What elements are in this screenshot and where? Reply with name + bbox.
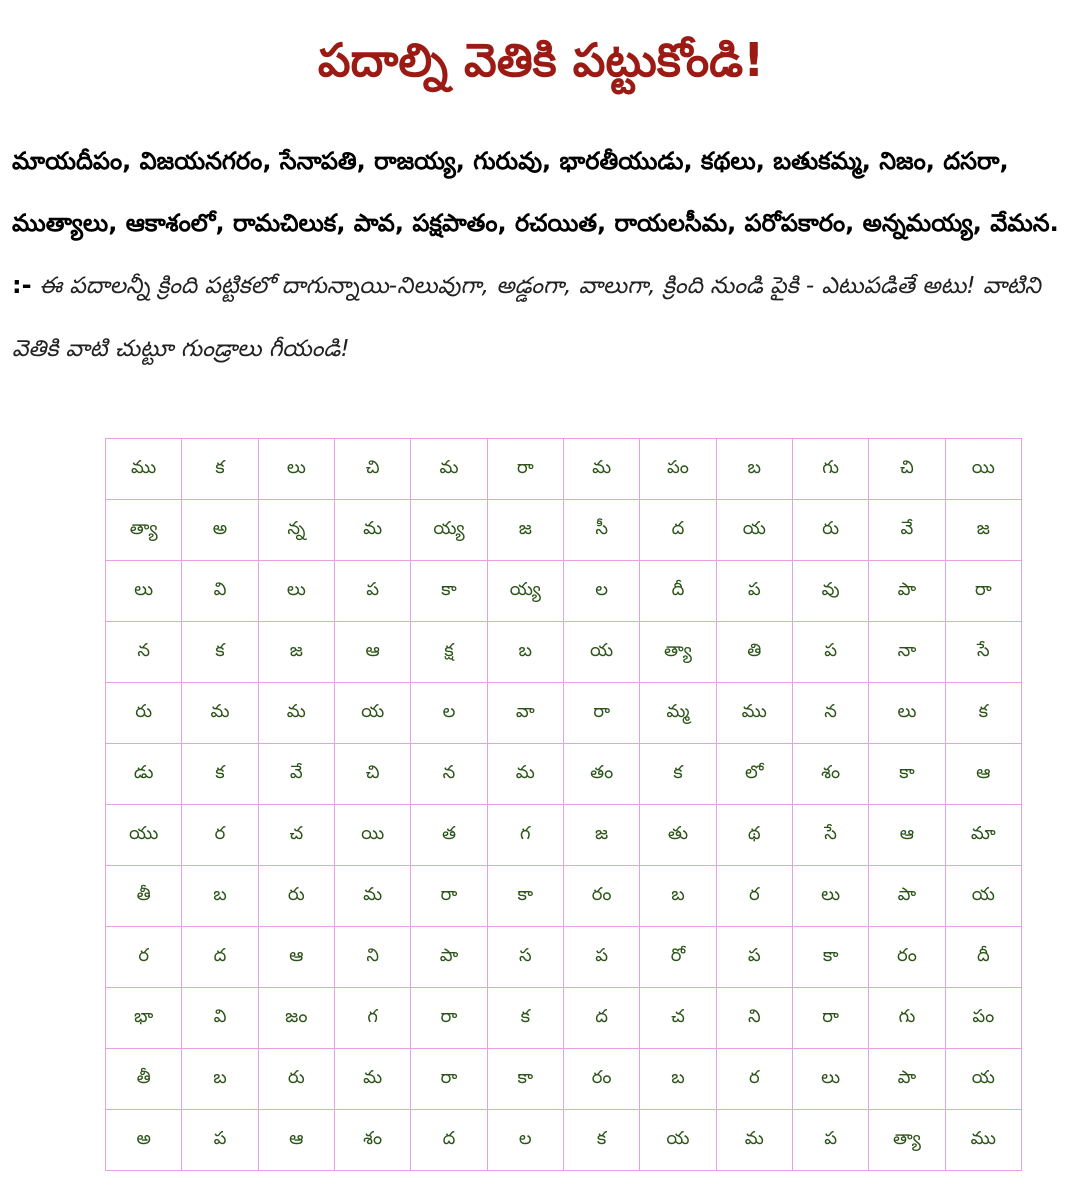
grid-cell[interactable]: మ <box>334 500 410 561</box>
grid-cell[interactable]: వి <box>182 988 258 1049</box>
grid-row <box>106 988 1022 1049</box>
grid-cell[interactable]: క <box>945 683 1021 744</box>
page-title: పదాల్ని వెతికి పట్టుకోండి! <box>317 33 765 87</box>
grid-cell[interactable]: న <box>411 744 487 805</box>
grid-cell[interactable]: బ <box>640 866 716 927</box>
grid-cell[interactable]: ప <box>716 927 792 988</box>
grid-cell[interactable]: ర <box>106 927 182 988</box>
grid-cell[interactable]: రు <box>258 866 334 927</box>
grid-cell[interactable]: య్య <box>411 500 487 561</box>
grid-cell[interactable]: కా <box>869 744 945 805</box>
grid-cell[interactable]: పా <box>869 866 945 927</box>
grid-cell[interactable]: పా <box>869 561 945 622</box>
grid-row <box>106 1110 1022 1171</box>
grid-cell[interactable]: రు <box>106 683 182 744</box>
grid-cell[interactable]: కా <box>487 1049 563 1110</box>
grid-cell[interactable]: క <box>487 988 563 1049</box>
grid-cell[interactable]: భా <box>106 988 182 1049</box>
grid-cell[interactable]: ము <box>106 439 182 500</box>
grid-cell[interactable]: దీ <box>945 927 1021 988</box>
grid-row <box>106 561 1022 622</box>
grid-cell[interactable]: డు <box>106 744 182 805</box>
grid-cell[interactable]: వి <box>182 561 258 622</box>
grid-cell[interactable]: అ <box>182 500 258 561</box>
grid-cell[interactable]: తం <box>563 744 639 805</box>
grid-cell[interactable]: ప <box>792 1110 868 1171</box>
grid-cell[interactable]: కా <box>411 561 487 622</box>
grid-cell[interactable]: అ <box>106 1110 182 1171</box>
grid-cell[interactable]: ర <box>182 805 258 866</box>
grid-cell[interactable]: కా <box>792 927 868 988</box>
grid-cell[interactable]: గు <box>869 988 945 1049</box>
grid-cell[interactable]: గు <box>792 439 868 500</box>
grid-cell[interactable]: లో <box>716 744 792 805</box>
grid-body <box>106 439 1022 1171</box>
grid-cell[interactable]: క <box>563 1110 639 1171</box>
grid-cell[interactable]: ల <box>487 1110 563 1171</box>
grid-cell[interactable]: రం <box>563 1049 639 1110</box>
grid-cell[interactable]: య్య <box>487 561 563 622</box>
grid-cell[interactable]: య <box>334 683 410 744</box>
grid-cell[interactable]: థ <box>716 805 792 866</box>
grid-cell[interactable]: క <box>182 744 258 805</box>
grid-row <box>106 500 1022 561</box>
grid-cell[interactable]: ని <box>334 927 410 988</box>
grid-row <box>106 866 1022 927</box>
grid-cell[interactable]: పం <box>945 988 1021 1049</box>
grid-row <box>106 683 1022 744</box>
grid-cell[interactable]: ల <box>411 683 487 744</box>
grid-cell[interactable]: దీ <box>640 561 716 622</box>
grid-cell[interactable]: బ <box>716 439 792 500</box>
grid-cell[interactable]: పా <box>869 1049 945 1110</box>
word-list-paragraph <box>12 130 1070 380</box>
grid-cell[interactable]: ప <box>334 561 410 622</box>
grid-cell[interactable]: క <box>182 439 258 500</box>
grid-cell[interactable]: రా <box>487 439 563 500</box>
grid-row <box>106 622 1022 683</box>
grid-cell[interactable]: స <box>487 927 563 988</box>
grid-cell[interactable]: ప <box>792 622 868 683</box>
grid-cell[interactable]: క <box>182 622 258 683</box>
grid-cell[interactable]: ప <box>563 927 639 988</box>
grid-cell[interactable]: రో <box>640 927 716 988</box>
grid-cell[interactable]: ర <box>716 1049 792 1110</box>
grid-row <box>106 1049 1022 1110</box>
grid-cell[interactable]: ప <box>716 561 792 622</box>
grid-cell[interactable]: గ <box>334 988 410 1049</box>
grid-cell[interactable]: పా <box>411 927 487 988</box>
grid-cell[interactable]: త్యా <box>869 1110 945 1171</box>
grid-cell[interactable]: ద <box>563 988 639 1049</box>
grid-cell[interactable]: త్యా <box>640 622 716 683</box>
grid-cell[interactable]: జ <box>487 500 563 561</box>
grid-cell[interactable]: మ <box>182 683 258 744</box>
grid-cell[interactable]: లు <box>258 561 334 622</box>
grid-cell[interactable]: ము <box>945 1110 1021 1171</box>
grid-cell[interactable]: శం <box>334 1110 410 1171</box>
grid-cell[interactable]: ఆ <box>258 1110 334 1171</box>
word-search-grid <box>105 438 1022 1171</box>
grid-cell[interactable]: పం <box>640 439 716 500</box>
grid-cell[interactable]: యి <box>945 439 1021 500</box>
grid-cell[interactable]: ఆ <box>258 927 334 988</box>
grid-cell[interactable]: య <box>716 500 792 561</box>
grid-cell[interactable]: య <box>945 866 1021 927</box>
grid-cell[interactable]: వు <box>792 561 868 622</box>
grid-cell[interactable]: చ <box>258 805 334 866</box>
grid-cell[interactable]: క <box>640 744 716 805</box>
grid-cell[interactable]: ని <box>716 988 792 1049</box>
grid-cell[interactable]: ఆ <box>334 622 410 683</box>
grid-cell[interactable]: న్న <box>258 500 334 561</box>
grid-cell[interactable]: లు <box>792 1049 868 1110</box>
grid-cell[interactable]: వా <box>487 683 563 744</box>
instruction-text: ఈ పదాలన్నీ క్రింది పట్టికలో దాగున్నాయి-నిలువుగా, అడ్డంగా, వాలుగా, క్రింది నుండి పైకి - ఎటుపడితే అటు! వాటిని వెతికి వాటి చుట్టూ గుండ్రాలు గీయండి! <box>12 273 1041 362</box>
grid-cell[interactable]: జ <box>945 500 1021 561</box>
grid-cell[interactable]: రా <box>792 988 868 1049</box>
grid-cell[interactable]: సే <box>945 622 1021 683</box>
grid-cell[interactable]: లు <box>106 561 182 622</box>
grid-cell[interactable]: లు <box>258 439 334 500</box>
grid-cell[interactable]: ము <box>716 683 792 744</box>
grid-cell[interactable]: క్ష <box>411 622 487 683</box>
grid-cell[interactable]: న <box>792 683 868 744</box>
grid-cell[interactable]: మ <box>487 744 563 805</box>
grid-cell[interactable]: చి <box>334 439 410 500</box>
grid-cell[interactable]: త <box>411 805 487 866</box>
grid-cell[interactable]: య <box>640 1110 716 1171</box>
grid-row <box>106 805 1022 866</box>
grid-cell[interactable]: సీ <box>563 500 639 561</box>
grid-cell[interactable]: ల <box>563 561 639 622</box>
grid-cell[interactable]: రా <box>411 988 487 1049</box>
grid-cell[interactable]: మ <box>334 1049 410 1110</box>
grid-cell[interactable]: ప <box>182 1110 258 1171</box>
grid-cell[interactable]: రా <box>411 866 487 927</box>
grid-cell[interactable]: రా <box>411 1049 487 1110</box>
grid-cell[interactable]: తి <box>716 622 792 683</box>
grid-cell[interactable]: ద <box>640 500 716 561</box>
word-list: మాయదీపం, విజయనగరం, సేనాపతి, రాజయ్య, గురువు, భారతీయుడు, కథలు, బతుకమ్మ, నిజం, దసరా, ముత్యాలు, ఆకాశంలో, రామచిలుక, పావ, పక్షపాతం, రచయిత, రాయలసీమ, పరోపకారం, అన్నమయ్య, వేమన. <box>12 147 1059 237</box>
grid-cell[interactable]: రా <box>945 561 1021 622</box>
grid-cell[interactable]: మ <box>411 439 487 500</box>
grid-row <box>106 744 1022 805</box>
grid-cell[interactable]: చి <box>869 439 945 500</box>
grid-cell[interactable]: మ <box>334 866 410 927</box>
grid-cell[interactable]: న <box>106 622 182 683</box>
grid-cell[interactable]: లు <box>869 683 945 744</box>
grid-cell[interactable]: కా <box>487 866 563 927</box>
grid-cell[interactable]: రు <box>258 1049 334 1110</box>
grid-cell[interactable]: య <box>563 622 639 683</box>
grid-cell[interactable]: యి <box>334 805 410 866</box>
grid-cell[interactable]: ర <box>716 866 792 927</box>
grid-cell[interactable]: లు <box>792 866 868 927</box>
grid-cell[interactable]: గ <box>487 805 563 866</box>
grid-cell[interactable]: తు <box>640 805 716 866</box>
grid-cell[interactable]: మ <box>716 1110 792 1171</box>
grid-cell[interactable]: చి <box>334 744 410 805</box>
grid-cell[interactable]: బ <box>640 1049 716 1110</box>
grid-row <box>106 439 1022 500</box>
grid-cell[interactable]: బ <box>182 866 258 927</box>
grid-cell[interactable]: త్యా <box>106 500 182 561</box>
grid-cell[interactable]: మ <box>563 439 639 500</box>
grid-cell[interactable]: ద <box>182 927 258 988</box>
grid-cell[interactable]: ద <box>411 1110 487 1171</box>
grid-cell[interactable]: ఆ <box>869 805 945 866</box>
grid-cell[interactable]: ఆ <box>945 744 1021 805</box>
grid-cell[interactable]: యు <box>106 805 182 866</box>
grid-cell[interactable]: జం <box>258 988 334 1049</box>
grid-cell[interactable]: వే <box>869 500 945 561</box>
grid-cell[interactable]: చ <box>640 988 716 1049</box>
grid-row <box>106 927 1022 988</box>
grid-cell[interactable]: తీ <box>106 1049 182 1110</box>
grid-cell[interactable]: బ <box>487 622 563 683</box>
grid-cell[interactable]: రం <box>869 927 945 988</box>
grid-cell[interactable]: శం <box>792 744 868 805</box>
grid-cell[interactable]: రా <box>563 683 639 744</box>
separator: :- <box>12 271 32 299</box>
grid-cell[interactable]: య <box>945 1049 1021 1110</box>
grid-cell[interactable]: జ <box>258 622 334 683</box>
grid-cell[interactable]: మ <box>258 683 334 744</box>
grid-cell[interactable]: తీ <box>106 866 182 927</box>
grid-cell[interactable]: మా <box>945 805 1021 866</box>
grid-cell[interactable]: జ <box>563 805 639 866</box>
grid-cell[interactable]: మ్మ <box>640 683 716 744</box>
grid-cell[interactable]: నా <box>869 622 945 683</box>
grid-cell[interactable]: రు <box>792 500 868 561</box>
grid-cell[interactable]: బ <box>182 1049 258 1110</box>
grid-cell[interactable]: సే <box>792 805 868 866</box>
grid-cell[interactable]: రం <box>563 866 639 927</box>
grid-cell[interactable]: వే <box>258 744 334 805</box>
